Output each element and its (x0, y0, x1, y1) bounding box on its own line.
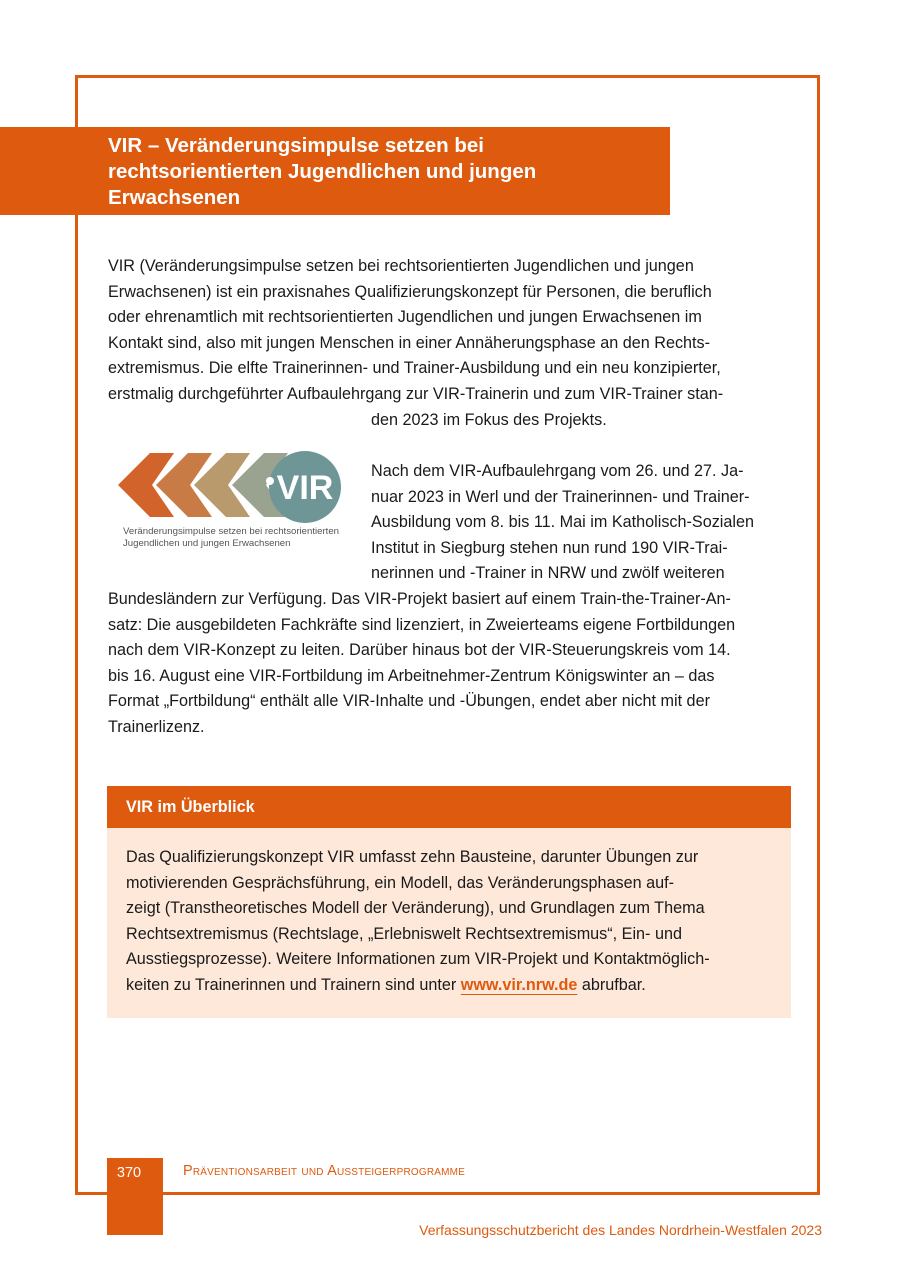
text-line: erstmalig durchgeführter Aufbaulehrgang zur VIR-Trainerin und zum VIR-Trainer stan- (108, 384, 724, 403)
text-line: Rechtsextremismus (Rechtslage, „Erlebniswelt Rechtsextremismus“, Ein- und (126, 924, 682, 943)
text-line: nach dem VIR-Konzept zu leiten. Darüber hinaus bot der VIR-Steuerungskreis vom 14. (108, 641, 731, 659)
text-line: nuar 2023 in Werl und der Trainerinnen- und Trainer- (371, 487, 750, 506)
infobox-heading: VIR im Überblick (126, 798, 255, 816)
body-paragraph (108, 587, 798, 740)
text-line: bis 16. August eine VIR-Fortbildung im Arbeitnehmer-Zentrum Königswinter an – das (108, 666, 715, 685)
text-line: VIR (Veränderungsimpulse setzen bei rechtsorientierten Jugendlichen und jungen (108, 257, 694, 275)
text-fragment: keiten zu Trainerinnen und Trainern sind unter (126, 975, 461, 994)
text-line: satz: Die ausgebildeten Fachkräfte sind lizenziert, in Zweierteams eigene Fortbildungen (108, 615, 736, 634)
section-title: Präventionsarbeit und Aussteigerprogramme (183, 1163, 466, 1179)
title-line: Erwachsenen (108, 186, 241, 209)
text-line: oder ehrenamtlich mit rechtsorientierten Jugendlichen und jungen Erwachsenen im (108, 308, 702, 326)
logo-caption (123, 526, 353, 549)
page-number: 370 (116, 1165, 142, 1181)
text-line: Bundesländern zur Verfügung. Das VIR-Projekt basiert auf einem Train-the-Trainer-An- (108, 590, 731, 608)
text-line: Ausstiegsprozesse). Weitere Informationen zum VIR-Projekt und Kontaktmöglich- (126, 950, 710, 968)
text-line: nerinnen und -Trainer in NRW und zwölf weiteren (371, 564, 725, 582)
text-line: zeigt (Transtheoretisches Modell der Veränderung), und Grundlagen zum Thema (126, 899, 705, 917)
logo-dot (266, 477, 274, 485)
report-title: Verfassungsschutzbericht des Landes Nordrhein-Westfalen 2023 (419, 1222, 822, 1238)
text-line: den 2023 im Fokus des Projekts. (371, 411, 607, 429)
vir-logo-mark (112, 447, 348, 525)
text-line: extremismus. Die elfte Trainerinnen- und Trainer-Ausbildung und ein neu konzipierter, (108, 359, 721, 377)
infobox-body (107, 828, 791, 1018)
logo-mark-text: VIR (276, 469, 334, 507)
vir-website-link[interactable]: www.vir.nrw.de (460, 975, 578, 994)
text-line: Institut in Siegburg stehen nun rund 190 VIR-Trai- (371, 538, 728, 557)
text-line: Erwachsenen) ist ein praxisnahes Qualifizierungskonzept für Personen, die beruflich (108, 282, 712, 301)
page-title (108, 133, 658, 211)
text-line: Nach dem VIR-Aufbaulehrgang vom 26. und 27. Ja- (371, 462, 744, 480)
wrapped-paragraph (371, 459, 791, 587)
text-line: Format „Fortbildung“ enthält alle VIR-Inhalte und -Übungen, endet aber nicht mit der (108, 692, 710, 710)
infobox-header (107, 786, 791, 828)
text-line: motivierenden Gesprächsführung, ein Modell, das Veränderungsphasen auf- (126, 873, 675, 892)
page-number-tab (107, 1158, 163, 1235)
title-line: rechtsorientierten Jugendlichen und jungen (108, 160, 537, 183)
text-line: Das Qualifizierungskonzept VIR umfasst zehn Bausteine, darunter Übungen zur (126, 848, 699, 866)
text-line: Trainerlizenz. (108, 717, 205, 736)
logo-caption-line: Jugendlichen und jungen Erwachsenen (123, 537, 291, 549)
vir-logo (112, 447, 348, 567)
intro-paragraph-end (371, 408, 791, 434)
text-line: Ausbildung vom 8. bis 11. Mai im Katholisch-Sozialen (371, 513, 754, 531)
text-line: Kontakt sind, also mit jungen Menschen in einer Annäherungsphase an den Rechts- (108, 333, 711, 352)
intro-paragraph (108, 254, 792, 407)
text-fragment: abrufbar. (577, 975, 646, 994)
text-line (126, 973, 786, 999)
infobox-text (126, 845, 786, 998)
title-line: VIR – Veränderungsimpulse setzen bei (108, 134, 484, 157)
logo-caption-line: Veränderungsimpulse setzen bei rechtsorientierten (123, 526, 339, 537)
